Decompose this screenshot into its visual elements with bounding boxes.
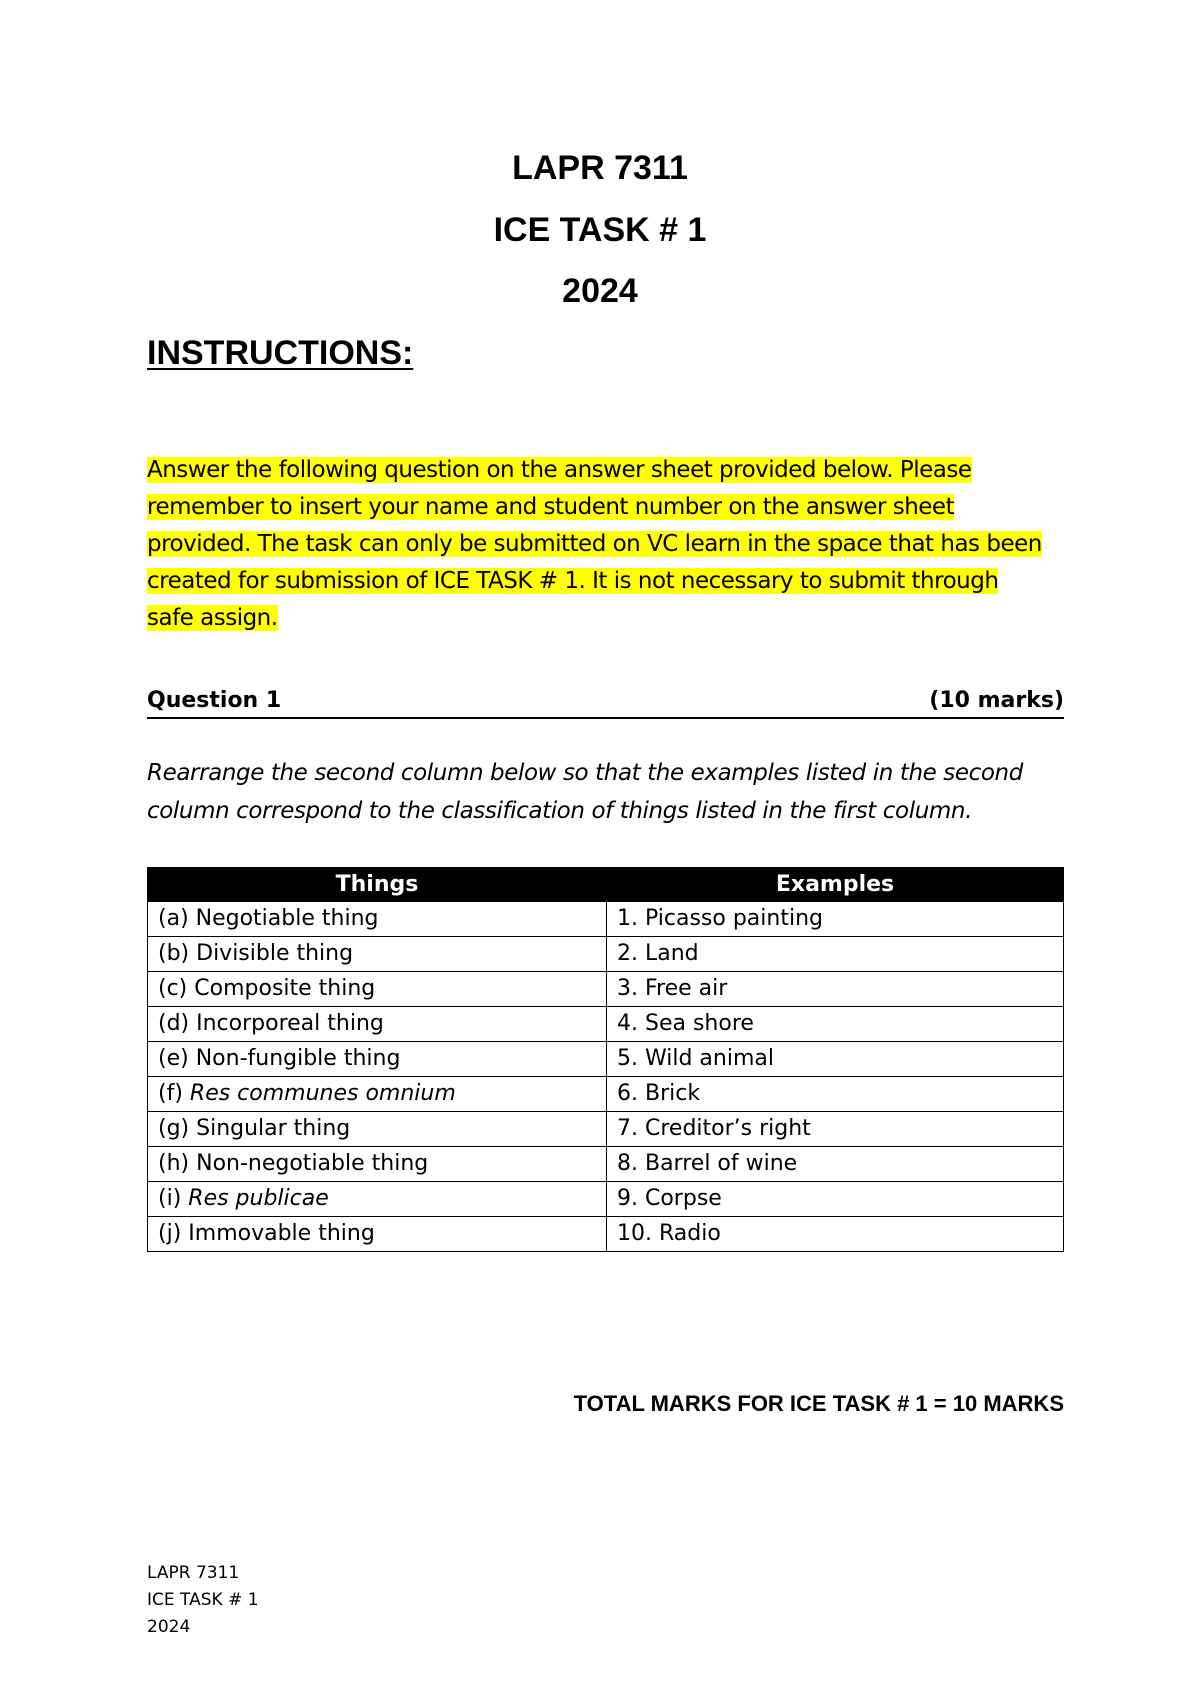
table-body (148, 902, 1064, 1252)
thing-letter: (e) (158, 1046, 196, 1071)
table-row (148, 1147, 1064, 1182)
thing-cell (148, 902, 607, 937)
example-cell: 5. Wild animal (607, 1042, 1064, 1077)
thing-name: Non-fungible thing (195, 1046, 401, 1071)
thing-cell (148, 937, 607, 972)
task-title: ICE TASK # 1 (493, 211, 707, 249)
things-examples-table (147, 867, 1064, 1252)
footer-course-code: LAPR 7311 (147, 1563, 240, 1583)
example-cell: 1. Picasso painting (607, 902, 1064, 937)
table-row (148, 937, 1064, 972)
thing-letter: (a) (158, 906, 196, 931)
total-marks: TOTAL MARKS FOR ICE TASK # 1 = 10 MARKS (573, 1391, 1064, 1416)
highlighted-instructions-text: Answer the following question on the answer sheet provided below. Please remember to insert your name and student number on the answer sheet provided. The task can only be submitted on VC learn in the space that has been created for submission of ICE TASK # 1. It is not necessary to submit through safe assign. (147, 457, 1042, 631)
thing-name: Divisible thing (196, 941, 354, 966)
table-row (148, 1112, 1064, 1147)
thing-letter: (f) (158, 1081, 190, 1106)
question-marks: (10 marks) (929, 688, 1064, 713)
page-footer (147, 1560, 259, 1641)
table-header-things: Things (148, 868, 607, 902)
footer-year: 2024 (147, 1617, 191, 1637)
table-header-examples: Examples (607, 868, 1064, 902)
table-header-row (148, 868, 1064, 902)
table-row (148, 972, 1064, 1007)
course-code-title: LAPR 7311 (512, 149, 688, 187)
thing-letter: (h) (158, 1151, 197, 1176)
thing-cell (148, 1112, 607, 1147)
thing-name: Negotiable thing (195, 906, 379, 931)
example-cell: 3. Free air (607, 972, 1064, 1007)
example-cell: 9. Corpse (607, 1182, 1064, 1217)
table-row (148, 1077, 1064, 1112)
thing-letter: (j) (158, 1221, 189, 1246)
example-cell: 6. Brick (607, 1077, 1064, 1112)
instructions-heading: INSTRUCTIONS: (147, 334, 414, 372)
year-title: 2024 (562, 272, 638, 310)
thing-name: Non-negotiable thing (196, 1151, 429, 1176)
question-heading (147, 685, 1064, 719)
table-row (148, 1042, 1064, 1077)
instructions-paragraph (147, 452, 1047, 637)
thing-letter: (i) (158, 1186, 189, 1211)
example-cell: 8. Barrel of wine (607, 1147, 1064, 1182)
example-cell: 7. Creditor’s right (607, 1112, 1064, 1147)
table-row (148, 1007, 1064, 1042)
example-cell: 2. Land (607, 937, 1064, 972)
thing-cell (148, 1007, 607, 1042)
thing-letter: (d) (158, 1011, 197, 1036)
thing-cell (148, 1042, 607, 1077)
table-row (148, 1182, 1064, 1217)
example-cell: 10. Radio (607, 1217, 1064, 1252)
thing-cell (148, 1147, 607, 1182)
thing-cell (148, 972, 607, 1007)
thing-name: Res communes omnium (189, 1081, 456, 1106)
thing-name: Singular thing (196, 1116, 351, 1141)
question-prompt: Rearrange the second column below so that the examples listed in the second column correspond to the classification of things listed in the first column. (147, 760, 1023, 824)
table-row (148, 902, 1064, 937)
thing-name: Incorporeal thing (196, 1011, 384, 1036)
footer-task-title: ICE TASK # 1 (147, 1590, 259, 1610)
question-label: Question 1 (147, 688, 282, 713)
thing-letter: (b) (158, 941, 197, 966)
thing-letter: (g) (158, 1116, 197, 1141)
thing-name: Immovable thing (188, 1221, 375, 1246)
thing-cell (148, 1217, 607, 1252)
table-row (148, 1217, 1064, 1252)
example-cell: 4. Sea shore (607, 1007, 1064, 1042)
thing-name: Res publicae (188, 1186, 329, 1211)
thing-name: Composite thing (194, 976, 376, 1001)
thing-cell (148, 1182, 607, 1217)
thing-cell (148, 1077, 607, 1112)
thing-letter: (c) (158, 976, 195, 1001)
